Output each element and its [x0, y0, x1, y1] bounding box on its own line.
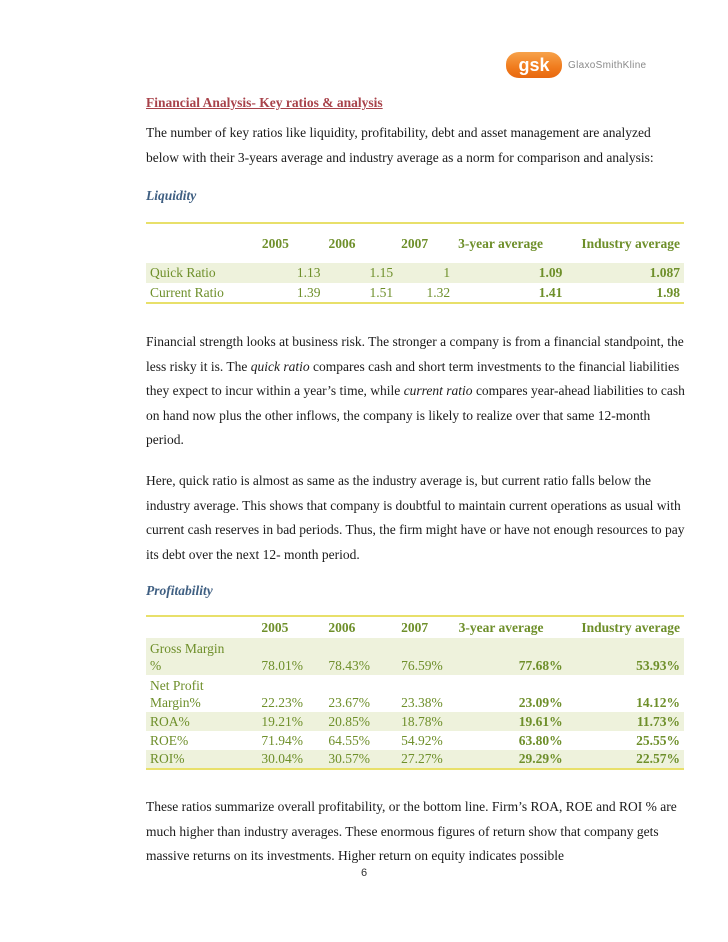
- row-label-line: Margin%: [150, 694, 201, 710]
- cell-2006: 1.51: [369, 284, 394, 300]
- cell-industry-avg: 14.12%: [636, 695, 680, 710]
- cell-2007: 23.38%: [401, 695, 443, 710]
- cell-2005: 30.04%: [257, 750, 324, 769]
- gsk-logo-wordmark: GlaxoSmithKline: [568, 60, 647, 71]
- cell-2005: 78.01%: [257, 638, 324, 675]
- cell-2006: 78.43%: [324, 638, 397, 675]
- cell-2005: 22.23%: [261, 695, 303, 710]
- cell-industry-avg: 1.087: [566, 263, 684, 283]
- profitability-header-row: [146, 616, 684, 638]
- cell-2007: 1: [397, 263, 454, 283]
- cell-2007: 1.32: [426, 284, 451, 300]
- cell-3yr-avg: 1.41: [538, 284, 563, 300]
- cell-industry-avg: 25.55%: [636, 732, 680, 748]
- cell-industry-avg: 22.57%: [567, 750, 684, 769]
- profitability-explanation-paragraph: These ratios summarize overall profitability, or the bottom line. Firm’s ROA, ROE and ROI % are much higher than industry averages. These enormous figures of return show that company gets massive returns on its investments. Higher return on equity indicates possible: [146, 799, 677, 863]
- cell-industry-avg: 1.98: [656, 284, 680, 300]
- text-run: Financial strength looks at business risk. The stronger a company is from a financial standpoint, the less risky it is. The: [146, 334, 684, 374]
- term-current-ratio: current ratio: [403, 383, 473, 398]
- row-label-line: %: [150, 657, 162, 673]
- cell-2006: 1.15: [325, 263, 398, 283]
- cell-3yr-avg: 29.29%: [455, 750, 567, 769]
- row-label: ROI%: [146, 750, 257, 769]
- cell-2006: 30.57%: [324, 750, 397, 769]
- table-row: [146, 263, 684, 283]
- cell-2007: 76.59%: [397, 638, 455, 675]
- table-row: [146, 731, 684, 750]
- cell-2005: 1.13: [258, 263, 325, 283]
- table-row: [146, 750, 684, 769]
- table-row: [146, 712, 684, 731]
- cell-3yr-avg: 77.68%: [455, 638, 567, 675]
- liquidity-heading: Liquidity: [146, 188, 197, 203]
- cell-3yr-avg: 23.09%: [518, 695, 563, 710]
- header-cell: 2006: [328, 619, 356, 635]
- header-cell: 2007: [401, 235, 429, 251]
- cell-2005: 1.39: [296, 284, 321, 300]
- profitability-table: [146, 615, 684, 770]
- cell-2006: 20.85%: [324, 712, 397, 731]
- table-row: [146, 638, 684, 675]
- row-label-line: Net Profit: [150, 677, 204, 693]
- cell-2005: 71.94%: [261, 732, 303, 748]
- row-label-line: Gross Margin: [150, 640, 225, 656]
- profitability-heading: Profitability: [146, 583, 213, 598]
- row-label: [146, 675, 257, 712]
- header-cell: 2006: [328, 235, 356, 251]
- cell-2006: 64.55%: [328, 732, 371, 748]
- table-row: [146, 283, 684, 303]
- row-label: [146, 638, 257, 675]
- cell-2007: 27.27%: [397, 750, 455, 769]
- header-cell: 2007: [401, 619, 429, 635]
- term-quick-ratio: quick ratio: [250, 358, 310, 374]
- header-cell: Industry average: [581, 235, 680, 251]
- header-cell: 3-year average: [458, 235, 544, 251]
- liquidity-header-row: [146, 223, 684, 263]
- liquidity-explanation-paragraph: [146, 330, 686, 453]
- intro-paragraph: The number of key ratios like liquidity, profitability, debt and asset management are analyzed below with their 3-years average and industry average as a norm for comparison and analysis:: [146, 125, 654, 165]
- cell-3yr-avg: 1.09: [454, 263, 566, 283]
- page-title: Financial Analysis- Key ratios & analysis: [146, 95, 383, 110]
- cell-2007: 54.92%: [401, 732, 443, 748]
- row-label: ROE%: [150, 732, 189, 748]
- cell-2005: 19.21%: [257, 712, 324, 731]
- header-cell: Industry average: [581, 619, 680, 635]
- gsk-logo-mark: gsk: [506, 52, 562, 78]
- header-cell: [146, 223, 258, 263]
- page-number: 6: [360, 867, 368, 879]
- row-label: ROA%: [146, 712, 257, 731]
- text-run: compares year-ahead liabilities to cash on hand now plus the other inflows, the company is likely to realize over that same 12-month period.: [146, 383, 685, 447]
- liquidity-table: [146, 222, 684, 304]
- cell-industry-avg: 53.93%: [567, 638, 684, 675]
- text-run: compares cash and short term investments to the financial liabilities they expect to incur within a year’s time, while: [146, 358, 680, 398]
- row-label: Quick Ratio: [146, 263, 258, 283]
- header-cell: 2005: [261, 235, 289, 251]
- header-cell: 2005: [261, 619, 289, 635]
- header-cell: [146, 616, 257, 638]
- cell-2006: 23.67%: [328, 695, 371, 710]
- cell-3yr-avg: 19.61%: [455, 712, 567, 731]
- cell-industry-avg: 11.73%: [567, 712, 684, 731]
- gsk-logo: [506, 52, 678, 82]
- row-label: Current Ratio: [150, 284, 224, 300]
- liquidity-analysis-paragraph: Here, quick ratio is almost as same as the industry average is, but current ratio falls below the industry average. This shows that company is doubtful to maintain current operations as usual with current cash reserves in bad periods. Thus, the firm might have or have not enough resources to pay its debt over the next 12- month period.: [146, 473, 685, 562]
- table-row: [146, 675, 684, 712]
- cell-2007: 18.78%: [397, 712, 455, 731]
- cell-3yr-avg: 63.80%: [518, 732, 563, 748]
- header-cell: 3-year average: [458, 619, 544, 635]
